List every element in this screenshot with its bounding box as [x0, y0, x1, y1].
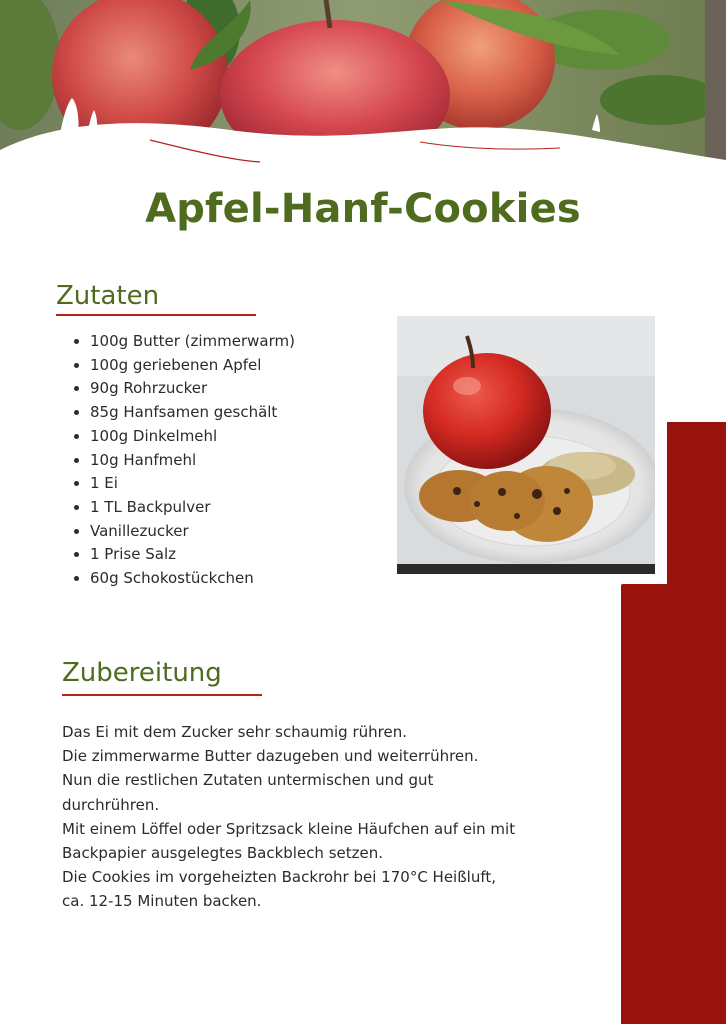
recipe-photo	[397, 316, 655, 574]
ingredient-item: • 1 Prise Salz	[90, 543, 295, 567]
ingredients-heading: Zutaten	[56, 281, 160, 311]
preparation-text	[62, 720, 562, 914]
page-title: Apfel-Hanf-Cookies	[145, 186, 581, 232]
preparation-underline	[62, 694, 262, 696]
accent-bar-lower	[621, 584, 726, 1024]
preparation-heading: Zubereitung	[62, 658, 222, 688]
preparation-line: Mit einem Löffel oder Spritzsack kleine Häufchen auf ein mit	[62, 819, 516, 838]
preparation-line: Die Cookies im vorgeheizten Backrohr bei 170°C Heißluft,	[62, 868, 497, 887]
preparation-line: ca. 12-15 Minuten backen.	[62, 892, 262, 911]
ingredient-item: • 100g Butter (zimmerwarm)	[90, 330, 295, 354]
ingredient-item: • 1 Ei	[90, 472, 295, 496]
ingredient-item: • Vanillezucker	[90, 520, 295, 544]
ingredient-item: • 90g Rohrzucker	[90, 377, 295, 401]
preparation-line: Nun die restlichen Zutaten untermischen und gut	[62, 771, 434, 790]
ingredients-list	[70, 330, 295, 591]
ingredient-item: • 10g Hanfmehl	[90, 449, 295, 473]
preparation-line: Die zimmerwarme Butter dazugeben und weiterrühren.	[62, 747, 479, 766]
ingredient-item: • 100g geriebenen Apfel	[90, 354, 295, 378]
ingredient-item: • 85g Hanfsamen geschält	[90, 401, 295, 425]
ingredient-item: • 60g Schokostückchen	[90, 567, 295, 591]
preparation-line: durchrühren.	[62, 795, 160, 814]
ingredient-item: • 1 TL Backpulver	[90, 496, 295, 520]
ingredients-underline	[56, 314, 256, 316]
preparation-line: Backpapier ausgelegtes Backblech setzen.	[62, 844, 384, 863]
preparation-line: Das Ei mit dem Zucker sehr schaumig rühren.	[62, 723, 407, 741]
header-apple-photo	[0, 0, 726, 180]
ingredient-item: • 100g Dinkelmehl	[90, 425, 295, 449]
